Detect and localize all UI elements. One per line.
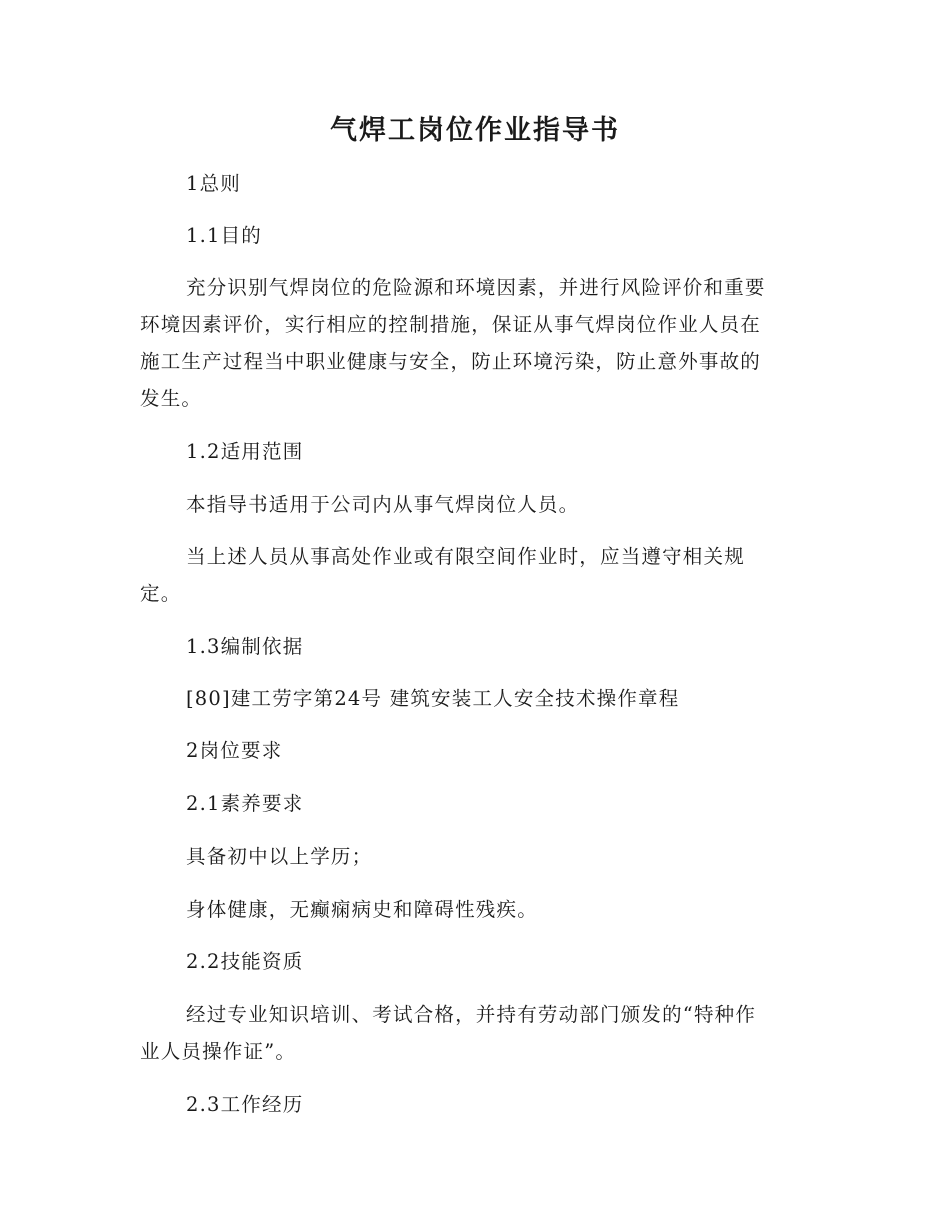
paragraph-line: [80]建工劳字第24号 建筑安装工人安全技术操作章程 — [186, 687, 680, 710]
paragraph-line: 经过专业知识培训、考试合格，并持有劳动部门颁发的“特种作 — [186, 1003, 757, 1026]
section-heading-basis: 1.3编制依据 — [186, 635, 304, 658]
section-heading-general: 1总则 — [186, 172, 242, 195]
paragraph-line: 施工生产过程当中职业健康与安全，防止环境污染，防止意外事故的 — [140, 350, 762, 373]
paragraph-line: 业人员操作证”。 — [140, 1040, 297, 1063]
paragraph-line: 发生。 — [140, 387, 203, 410]
paragraph-line: 身体健康，无癫痫病史和障碍性残疾。 — [186, 898, 538, 921]
paragraph-line: 本指导书适用于公司内从事气焊岗位人员。 — [186, 493, 580, 516]
section-heading-requirements: 2岗位要求 — [186, 739, 283, 762]
paragraph-line: 具备初中以上学历； — [186, 845, 373, 868]
section-heading-scope: 1.2适用范围 — [186, 440, 304, 463]
paragraph-line: 定。 — [140, 582, 182, 605]
section-heading-purpose: 1.1目的 — [186, 224, 263, 247]
paragraph-line: 当上述人员从事高处作业或有限空间作业时，应当遵守相关规 — [186, 545, 745, 568]
section-heading-qualities: 2.1素养要求 — [186, 792, 304, 815]
paragraph-line: 充分识别气焊岗位的危险源和环境因素，并进行风险评价和重要 — [186, 276, 766, 299]
paragraph-line: 环境因素评价，实行相应的控制措施，保证从事气焊岗位作业人员在 — [140, 313, 762, 336]
section-heading-skills: 2.2技能资质 — [186, 950, 304, 973]
section-heading-experience: 2.3工作经历 — [186, 1093, 304, 1116]
document-title: 气焊工岗位作业指导书 — [330, 115, 620, 146]
